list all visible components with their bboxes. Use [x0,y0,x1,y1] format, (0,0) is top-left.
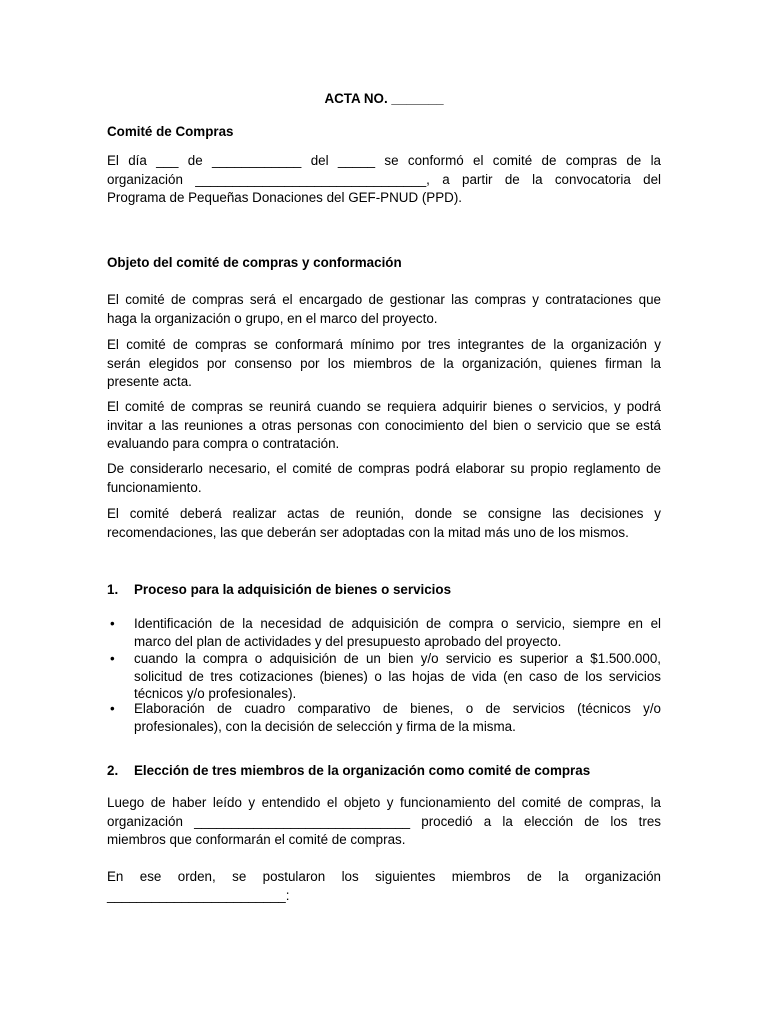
paragraph-6-line-2: organización _____________________________ procedió a la elección de los tres [107,813,661,829]
paragraph-2-line-3: presente acta. [107,374,192,389]
paragraph-1-line-1: El comité de compras será el encargado de gestionar las compras y contrataciones que [107,292,661,307]
bullet-2-line-1: cuando la compra o adquisición de un bien y/o servicio es superior a $1.500.000, [134,651,661,666]
bullet-2-line-2: solicitud de tres cotizaciones (bienes) o las hojas de vida (en caso de los servicios [134,668,661,684]
bullet-3-line-2: profesionales), con la decisión de selección y firma de la misma. [134,718,516,734]
paragraph-7-line-2: ________________________: [107,887,290,903]
bullet-2-line-3: técnicos y/o profesionales). [134,686,297,702]
bullet-1-line-1: Identificación de la necesidad de adquisición de compra o servicio, siempre en el [134,616,661,631]
bullet-item-2 [134,650,661,703]
intro-paragraph [107,152,661,208]
heading-comite: Comité de Compras [107,124,234,139]
paragraph-4-line-1: De considerarlo necesario, el comité de compras podrá elaborar su propio reglamento de [107,461,661,476]
paragraph-3-line-2: invitar a las reuniones a otras personas con conocimiento del bien o servicio que se está [107,417,661,433]
paragraph-7-line-1: En ese orden, se postularon los siguientes miembros de la organización [107,869,661,884]
paragraph-6-line-3: miembros que conformarán el comité de compras. [107,832,406,847]
paragraph-3-line-1: El comité de compras se reunirá cuando se requiera adquirir bienes o servicios, y podrá [107,399,661,414]
paragraph-6 [107,794,661,850]
paragraph-2-line-2: serán elegidos por consenso por los miembros de la organización, quienes firman la [107,355,661,371]
paragraph-1 [107,291,661,328]
section-2-number: 2. [107,763,119,778]
paragraph-1-line-2: haga la organización o grupo, en el marco del proyecto. [107,310,438,326]
paragraph-4-line-2: funcionamiento. [107,479,202,495]
paragraph-4 [107,460,661,497]
paragraph-5-line-2: recomendaciones, las que deberán ser adoptadas con la mitad más uno de los mismos. [107,524,629,540]
bullet-3-line-1: Elaboración de cuadro comparativo de bienes, o de servicios (técnicos y/o [134,701,661,716]
document-title: ACTA NO. _______ [324,91,444,106]
section-1-title: Proceso para la adquisición de bienes o servicios [134,582,452,597]
bullet-1-line-2: marco del plan de actividades y del presupuesto aprobado del proyecto. [134,633,562,649]
paragraph-2-line-1: El comité de compras se conformará mínimo por tres integrantes de la organización y [107,337,661,352]
paragraph-3 [107,398,661,454]
section-1-number: 1. [107,582,119,597]
section-2-title: Elección de tres miembros de la organización como comité de compras [134,763,591,778]
bullet-item-3 [134,700,661,735]
paragraph-6-line-1: Luego de haber leído y entendido el objeto y funcionamiento del comité de compras, la [107,795,661,810]
bullet-marker: • [110,616,115,631]
paragraph-3-line-3: evaluando para compra o contratación. [107,436,340,451]
intro-line-3: Programa de Pequeñas Donaciones del GEF-PNUD (PPD). [107,190,463,205]
paragraph-7 [107,868,661,905]
paragraph-5 [107,505,661,542]
bullet-marker: • [110,651,115,666]
intro-line-2: organización _______________________________, a partir de la convocatoria del [107,171,661,187]
intro-line-1: El día ___ de ____________ del _____ se conformó el comité de compras de la [107,153,661,168]
paragraph-2 [107,336,661,392]
paragraph-5-line-1: El comité deberá realizar actas de reunión, donde se consigne las decisiones y [107,506,661,521]
heading-objeto: Objeto del comité de compras y conformación [107,255,402,270]
bullet-item-1 [134,615,661,650]
bullet-marker: • [110,701,115,716]
